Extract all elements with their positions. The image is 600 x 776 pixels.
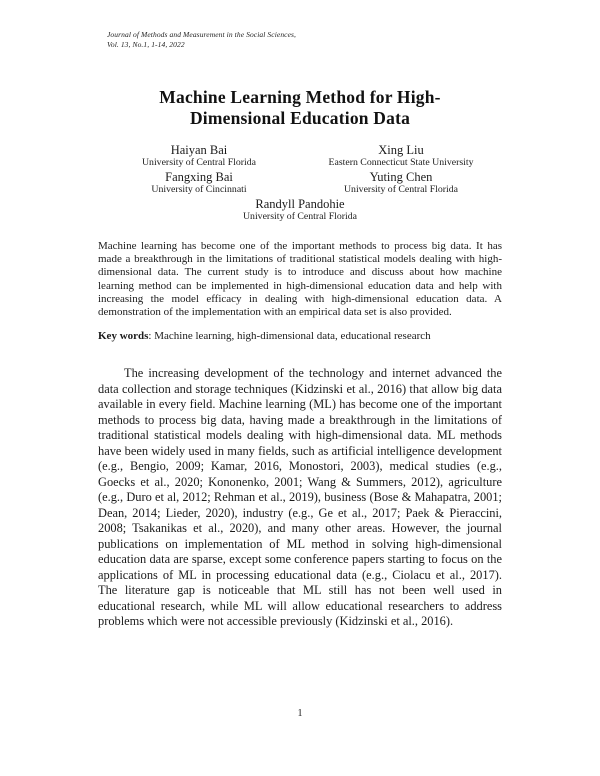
keywords-label: Key words [98, 330, 149, 343]
abstract-paragraph: Machine learning has become one of the important methods to process big data. It has made a breakthrough in the limitations of traditional statistical models dealing with high-dimensional data. The current study is to introduce and discuss about how machine learning method can be implemented in high-dimensional education data and help with increasing the model efficacy in dealing with high-dimensional education data. A demonstration of the implementation with an empirical data set is also provided. [98, 240, 502, 319]
body-paragraph: The increasing development of the technology and internet advanced the data collection and storage techniques (Kidzinski et al., 2016) that allow big data available in every field. Machine learning (ML) has become one of the important methods to process big data, having made a breakthrough in the limitations of traditional statistical models dealing with high-dimensional data. ML methods have been widely used in many fields, such as artificial intelligence development (e.g., Bengio, 2009; Kamar, 2016, Monostori, 2003), medical studies (e.g., Goecks et al., 2020; Kononenko, 2001; Wang & Summers, 2012), agriculture (e.g., Duro et al, 2012; Rehman et al., 2019), business (Bose & Mahapatra, 2001; Dean, 2014; Lieder, 2020), industry (e.g., Ge et al., 2017; Paek & Pieraccini, 2008; Tsakanikas et al., 2020), and many other areas. However, the journal publications on implementation of ML method in solving high-dimensional education data are sparse, except some conference papers starting to focus on the applications of ML in processing educational data (e.g., Ciolacu et al., 2017). The literature gap is noticeable that ML still has not been well used in educational research, while ML will allow educational researchers to address problems which were not accessible previously (Kidzinski et al., 2016). [98, 366, 502, 629]
author-affiliation: University of Central Florida [242, 211, 357, 222]
page-number: 1 [297, 708, 303, 719]
author-affiliation: University of Central Florida [343, 184, 458, 195]
author-name: Haiyan Bai [170, 143, 228, 157]
author-affiliation: University of Cincinnati [151, 184, 247, 195]
page-content [98, 0, 502, 630]
paper-title-line2: Dimensional Education Data [189, 108, 411, 128]
keywords-line [98, 330, 502, 343]
author-name: Yuting Chen [369, 170, 433, 184]
author-affiliation: Eastern Connecticut State University [328, 157, 474, 168]
journal-name: Journal of Methods and Measurement in the Social Sciences, [107, 30, 297, 39]
author-column-right [300, 142, 502, 196]
author-name: Fangxing Bai [165, 170, 233, 184]
author-name: Xing Liu [378, 143, 424, 157]
paper-title-line1: Machine Learning Method for High- [159, 87, 441, 107]
author-affiliation: University of Central Florida [141, 157, 256, 168]
author-centered [98, 197, 502, 223]
paper-title [98, 87, 502, 129]
authors-block [98, 142, 502, 196]
author-name: Randyll Pandohie [255, 197, 345, 211]
keywords-text: : Machine learning, high-dimensional data, educational research [148, 330, 431, 343]
journal-header [98, 30, 502, 50]
journal-volume-info: Vol. 13, No.1, 1-14, 2022 [107, 40, 185, 49]
author-column-left [98, 142, 300, 196]
